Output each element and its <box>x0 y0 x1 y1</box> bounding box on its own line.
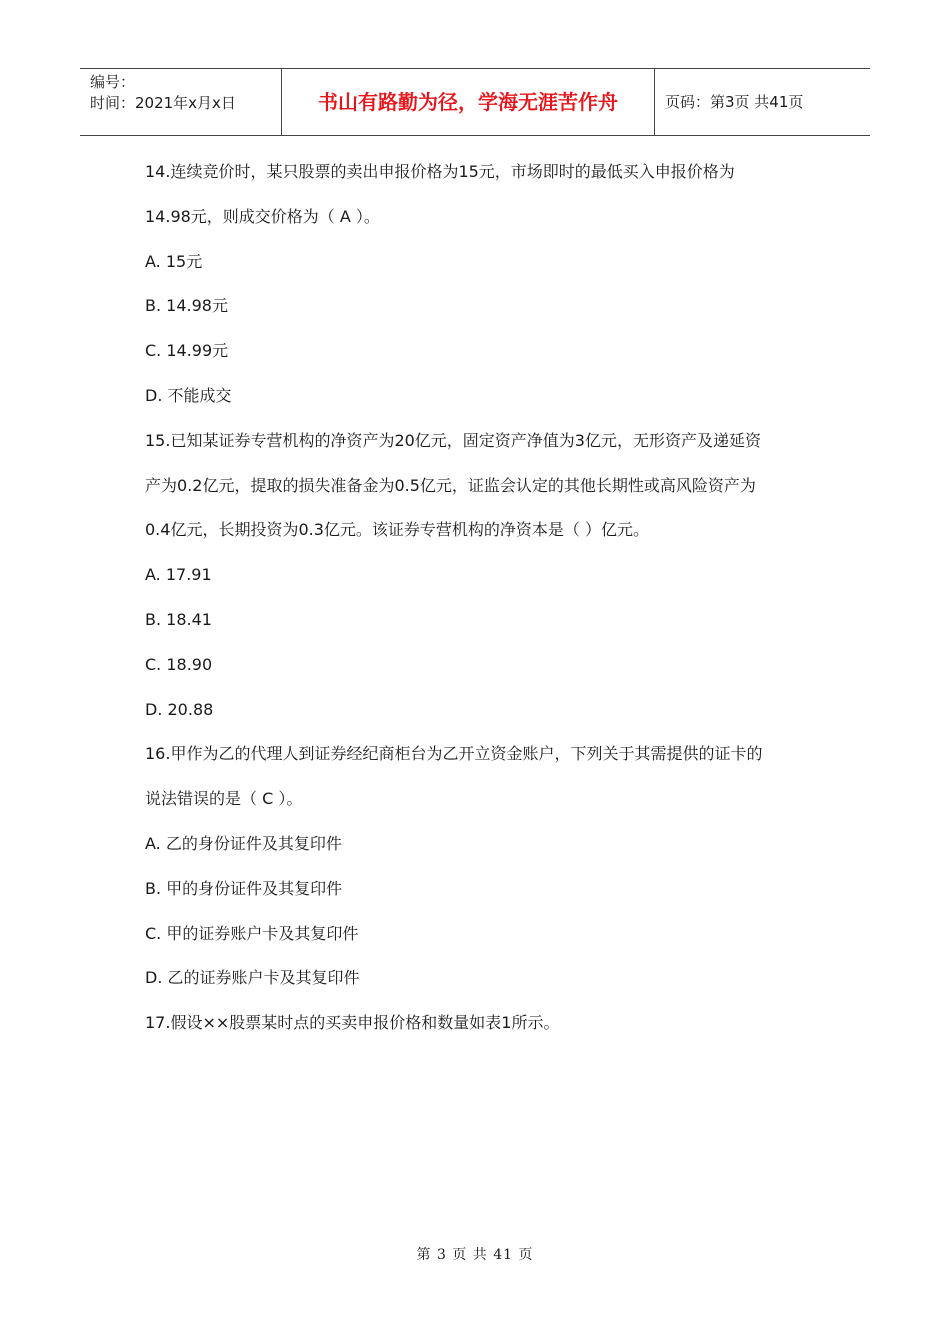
header-motto: 书山有路勤为径，学海无涯苦作舟 <box>282 69 655 135</box>
text-line: 17.假设××股票某时点的买卖申报价格和数量如表1所示。 <box>145 1013 560 1033</box>
option-line: B. 14.98元 <box>145 296 228 316</box>
document-date-label: 时间：2021年x月x日 <box>90 94 236 112</box>
text-line: 0.4亿元，长期投资为0.3亿元。该证券专营机构的净资本是（ ）亿元。 <box>145 520 649 540</box>
option-line: A. 15元 <box>145 251 203 271</box>
option-line: C. 18.90 <box>145 654 213 674</box>
document-number-label: 编号： <box>90 73 136 91</box>
text-line: 14.连续竞价时，某只股票的卖出申报价格为15元，市场即时的最低买入申报价格为 <box>145 162 735 181</box>
option-line: D. 乙的证券账户卡及其复印件 <box>145 968 360 988</box>
option-line: A. 17.91 <box>145 565 212 585</box>
text-line: 14.98元，则成交价格为（ A ）。 <box>145 206 380 226</box>
header-meta-cell <box>80 69 282 135</box>
text-line: 说法错误的是（ C ）。 <box>145 789 303 809</box>
option-line: A. 乙的身份证件及其复印件 <box>145 833 342 853</box>
option-line: B. 18.41 <box>145 609 212 629</box>
text-line: 16.甲作为乙的代理人到证券经纪商柜台为乙开立资金账户，下列关于其需提供的证卡的 <box>145 744 763 764</box>
document-body <box>145 150 825 1046</box>
page-header <box>80 68 870 136</box>
text-line: 15.已知某证券专营机构的净资产为20亿元，固定资产净值为3亿元，无形资产及递延资 <box>145 430 761 450</box>
page-footer: 第 3 页 共 41 页 <box>416 1247 534 1263</box>
text-line: 产为0.2亿元，提取的损失准备金为0.5亿元，证监会认定的其他长期性或高风险资产为 <box>145 475 756 495</box>
option-line: C. 14.99元 <box>145 341 229 361</box>
option-line: C. 甲的证券账户卡及其复印件 <box>145 923 359 943</box>
option-line: D. 不能成交 <box>145 385 232 405</box>
option-line: B. 甲的身份证件及其复印件 <box>145 878 343 898</box>
option-line: D. 20.88 <box>145 699 214 719</box>
header-page-info: 页码：第3页 共41页 <box>665 93 804 111</box>
